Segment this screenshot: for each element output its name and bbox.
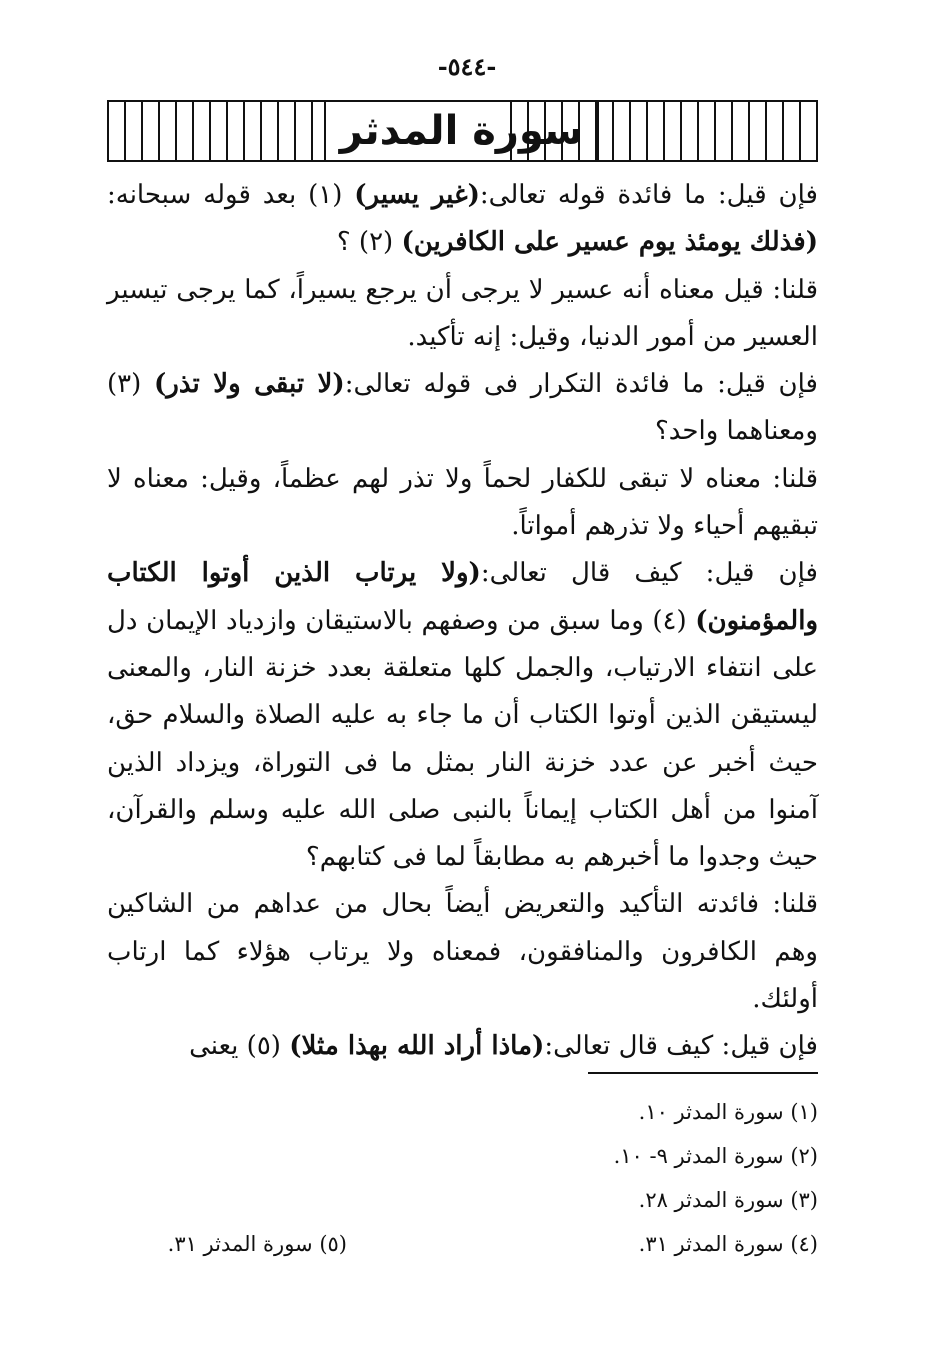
question-paragraph	[107, 550, 818, 881]
question-text: فإن قيل: ما فائدة قوله تعالى:	[479, 180, 818, 210]
footnote: (٤) سورة المدثر ٣١.	[638, 1232, 818, 1256]
title-frame-right-ornament	[510, 102, 816, 160]
question-text: (١) بعد قوله سبحانه:	[107, 180, 355, 210]
question-text: فإن قيل: كيف قال تعالى:	[544, 1031, 818, 1062]
title-frame-left-ornament	[109, 102, 313, 160]
question-text: (٤) وما سبق من وصفهم بالاستيقان وازدياد الإيمان دل على انتفاء الارتياب، والجمل كلها متعلقة بعدد خزنة النار، والمعنى ليستيقن الذين أوتوا الكتاب أن ما جاء به عليه الصلاة والسلام حق، حيث أخبر عن عدد خزنة النار بمثل ما فى التوراة، ويزداد الذين آمنوا من أهل الكتاب إيماناً بالنبى صلى الله عليه وسلم والقرآن، حيث وجدوا ما أخبرهم به مطابقاً لما فى كتابهم؟	[107, 605, 818, 873]
footnote: (٣) سورة المدثر ٢٨.	[638, 1188, 818, 1212]
answer-paragraph: قلنا: قيل معناه أنه عسير لا يرجى أن يرجع يسيراً، كما يرجى تيسير العسير من أمور الدنيا، وقيل: إنه تأكيد.	[107, 274, 818, 352]
footnote: (١) سورة المدثر ١٠.	[638, 1100, 818, 1124]
footnote-divider	[588, 1072, 818, 1074]
page-number: -٥٤٤-	[437, 52, 497, 81]
footnote: (٥) سورة المدثر ٣١.	[167, 1232, 347, 1256]
answer-paragraph: قلنا: فائدته التأكيد والتعريض أيضاً بحال من عداهم من الشاكين وهم الكافرون والمنافقون، فمعناه ولا يرتاب هؤلاء كما ارتاب أولئك.	[107, 889, 818, 1015]
question-text: (٥) يعنى	[189, 1031, 290, 1062]
main-text	[107, 172, 818, 1071]
footnote: (٢) سورة المدثر ٩- ١٠.	[613, 1144, 818, 1168]
answer-paragraph: قلنا: معناه لا تبقى للكفار لحماً ولا تذر لهم عظماً، وقيل: معناه لا تبقيهم أحياء ولا تذرهم أمواتاً.	[107, 463, 818, 542]
quranic-quote: (فذلك يومئذ يوم عسير على الكافرين)	[401, 227, 818, 258]
quranic-quote: (غير يسير)	[354, 180, 480, 210]
footnotes-left-column	[107, 1222, 347, 1266]
question-text: فإن قيل: ما فائدة التكرار فى قوله تعالى:	[344, 369, 818, 400]
question-text: (٢) ؟	[336, 227, 402, 258]
question-paragraph	[107, 172, 818, 267]
question-text: فإن قيل: كيف قال تعالى:	[480, 558, 818, 589]
surah-title: سورة المدثر	[339, 108, 584, 154]
question-paragraph	[107, 1023, 818, 1070]
surah-title-frame	[107, 100, 818, 162]
question-text: (٣) ومعناهما واحد؟	[107, 369, 818, 447]
quranic-quote: (ماذا أراد الله بهذا مثلا)	[289, 1031, 545, 1062]
question-paragraph	[107, 361, 818, 456]
quranic-quote: (ولا يرتاب الذين أوتوا الكتاب والمؤمنون)	[107, 558, 818, 636]
footnotes-right-column	[558, 1090, 818, 1266]
quranic-quote: (لا تبقى ولا تذر)	[154, 369, 345, 400]
